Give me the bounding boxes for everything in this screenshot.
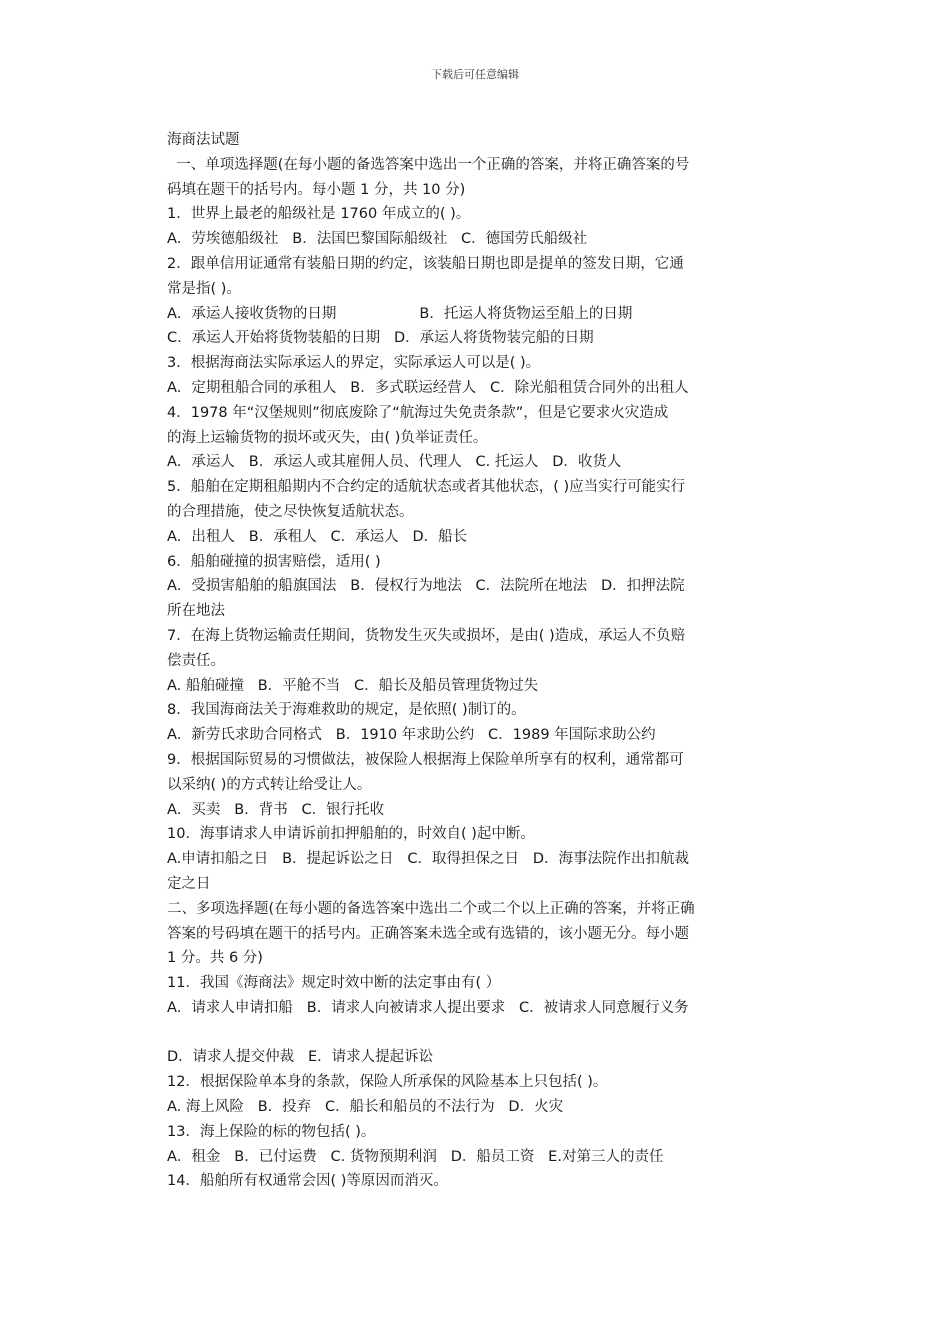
- document-line: A．劳埃德船级社 B．法国巴黎国际船级社 C．德国劳氏船级社: [167, 231, 588, 248]
- document-line: 所在地法: [167, 603, 225, 620]
- document-line: 偿责任。: [167, 652, 225, 669]
- document-lines: [167, 153, 783, 1194]
- document-line: 码填在题干的括号内。每小题 1 分，共 10 分): [167, 181, 466, 198]
- document-line: 的合理措施，使之尽快恢复适航状态。: [167, 503, 414, 520]
- document-body: [167, 128, 783, 1194]
- document-line: 10．海事请求人申请诉前扣押船舶的，时效自( )起中断。: [167, 826, 535, 843]
- document-line: 答案的号码填在题干的括号内。正确答案未选全或有选错的，该小题无分。每小题: [167, 925, 689, 942]
- document-line: D．请求人提交仲裁 E．请求人提起诉讼: [167, 1049, 434, 1066]
- document-line: A．受损害船舶的船旗国法 B．侵权行为地法 C．法院所在地法 D．扣押法院: [167, 578, 685, 595]
- document-line: A. 船舶碰撞 B．平舱不当 C．船长及船员管理货物过失: [167, 677, 539, 694]
- document-line: 11．我国《海商法》规定时效中断的法定事由有( ）: [167, 975, 501, 992]
- document-line: 二、多项选择题(在每小题的备选答案中选出二个或二个以上正确的答案，并将正确: [167, 900, 695, 917]
- document-line: 8．我国海商法关于海难救助的规定，是依照( )制订的。: [167, 702, 526, 719]
- document-line: A. 海上风险 B．投弃 C．船长和船员的不法行为 D．火灾: [167, 1099, 564, 1116]
- document-line: A．买卖 B．背书 C．银行托收: [167, 801, 385, 818]
- document-line: A．承运人接收货物的日期 B．托运人将货物运至船上的日期: [167, 305, 633, 322]
- document-line: 13．海上保险的标的物包括( )。: [167, 1123, 376, 1140]
- document-line: A.申请扣船之日 B．提起诉讼之日 C．取得担保之日 D．海事法院作出扣航裁: [167, 851, 689, 868]
- document-line: 12．根据保险单本身的条款，保险人所承保的风险基本上只包括( )。: [167, 1074, 608, 1091]
- document-title: 海商法试题: [167, 132, 240, 148]
- document-line: A．租金 B．已付运费 C. 货物预期利润 D．船员工资 E.对第三人的责任: [167, 1148, 664, 1165]
- document-line: 7．在海上货物运输责任期间，货物发生灭失或损坏，是由( )造成，承运人不负赔: [167, 627, 686, 644]
- document-line: 9．根据国际贸易的习惯做法，被保险人根据海上保险单所享有的权利，通常都可: [167, 751, 684, 768]
- document-line: A．出租人 B．承租人 C．承运人 D．船长: [167, 528, 468, 545]
- document-line: 以采纳( )的方式转让给受让人。: [167, 776, 372, 793]
- document-line: A．请求人申请扣船 B．请求人向被请求人提出要求 C．被请求人同意履行义务: [167, 999, 689, 1016]
- document-line: 1 分。共 6 分): [167, 950, 263, 967]
- document-line: A．承运人 B．承运人或其雇佣人员、代理人 C. 托运人 D．收货人: [167, 454, 622, 471]
- document-line: 的海上运输货物的损坏或灭失，由( )负举证责任。: [167, 429, 488, 446]
- document-line: 6．船舶碰撞的损害赔偿，适用( ): [167, 553, 381, 570]
- document-line: C．承运人开始将货物装船的日期 D．承运人将货物装完船的日期: [167, 330, 594, 347]
- document-line: 定之日: [167, 875, 211, 892]
- document-line: 常是指( )。: [167, 280, 241, 297]
- document-line: 2．跟单信用证通常有装船日期的约定，该装船日期也即是提单的签发日期，它通: [167, 255, 684, 272]
- document-line: 3．根据海商法实际承运人的界定，实际承运人可以是( )。: [167, 355, 541, 372]
- document-line: 1．世界上最老的船级社是 1760 年成立的( )。: [167, 206, 471, 223]
- document-line: 一、单项选择题(在每小题的备选答案中选出一个正确的答案，并将正确答案的号: [167, 156, 690, 173]
- document-line: [167, 1021, 783, 1046]
- document-line: 5．船舶在定期租船期内不合约定的适航状态或者其他状态，( )应当实行可能实行: [167, 479, 686, 496]
- document-line: 4．1978 年“汉堡规则”彻底废除了“航海过失免责条款”，但是它要求火灾造成: [167, 404, 669, 421]
- document-line: A．新劳氏求助合同格式 B．1910 年求助公约 C．1989 年国际求助公约: [167, 727, 656, 744]
- document-line: A．定期租船合同的承租人 B．多式联运经营人 C．除光船租赁合同外的出租人: [167, 379, 689, 396]
- page-header: 下载后可任意编辑: [431, 68, 519, 81]
- document-line: 14．船舶所有权通常会因( )等原因而消灭。: [167, 1173, 448, 1190]
